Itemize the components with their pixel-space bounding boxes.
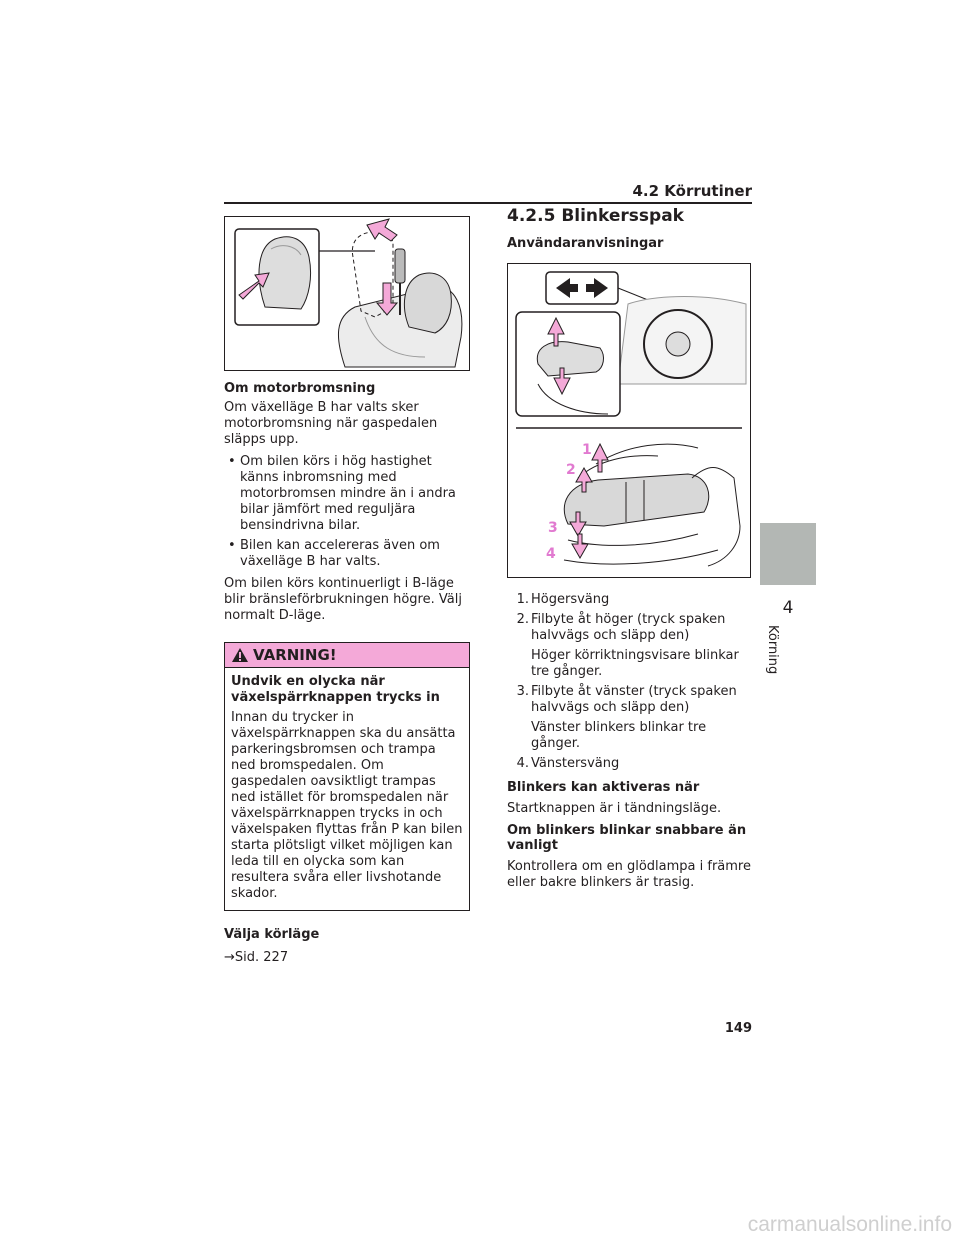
instruction-list	[507, 592, 751, 772]
usage-heading: Användaranvisningar	[507, 236, 664, 251]
warning-text: Innan du trycker in växelspärrknappen ska du ansätta parkeringsbromsen och trampa ned bromspedalen. Om gaspedalen oavsiktligt trampas ned istället för bromspedalen när växelspärrknappen trycks in och växelspaken flyttas från P kan bilen starta plötsligt vilket möjligen kan leda till en olycka som kan resultera svåra eller livshotande skador.	[231, 710, 463, 901]
left-column	[224, 216, 470, 966]
engine-brake-heading: Om motorbromsning	[224, 381, 376, 396]
engine-brake-text: Om växelläge B har valts sker motorbromsning när gaspedalen släpps upp.	[224, 400, 438, 447]
activate-text: Startknappen är i tändningsläge.	[507, 801, 722, 816]
right-column	[507, 206, 751, 891]
header-rule	[224, 202, 752, 204]
item-number: 2.	[516, 612, 529, 627]
item-text: Vänstersväng	[531, 756, 620, 771]
label-1: 1	[582, 442, 592, 458]
engine-brake-bullets	[224, 454, 470, 570]
item-number: 4.	[516, 756, 529, 771]
fast-blink-heading: Om blinkers blinkar snabbare än vanligt	[507, 823, 747, 853]
fast-blink-text: Kontrollera om en glödlampa i främre eller bakre blinkers är trasig.	[507, 859, 751, 890]
item-extra: Vänster blinkers blinkar tre gånger.	[531, 720, 707, 751]
label-3: 3	[548, 520, 558, 536]
chapter-tab	[760, 523, 816, 585]
warning-header	[225, 643, 469, 668]
select-mode-heading: Välja körläge	[224, 927, 320, 942]
page-number: 149	[724, 1021, 752, 1036]
list-item	[507, 592, 751, 608]
label-4: 4	[546, 546, 556, 562]
section-title: 4.2.5 Blinkersspak	[507, 206, 684, 226]
continuous-text: Om bilen körs kontinuerligt i B-läge blir bränsleförbrukningen högre. Välj normalt D-läge.	[224, 576, 462, 623]
item-number: 3.	[516, 684, 529, 699]
section-header: 4.2 Körrutiner	[632, 182, 752, 200]
warning-subtitle: Undvik en olycka när växelspärrknappen trycks in	[231, 674, 440, 705]
item-number: 1.	[516, 592, 529, 607]
list-item: • Bilen kan accelereras även om växelläge B har valts.	[224, 538, 470, 570]
list-item	[507, 612, 751, 680]
item-text: Filbyte åt höger (tryck spaken halvvägs och släpp den)	[531, 612, 726, 643]
warning-title: VARNING!	[253, 646, 337, 664]
watermark: carmanualsonline.info	[747, 1213, 952, 1236]
warning-triangle-icon	[231, 647, 249, 663]
gear-shift-illustration	[224, 216, 470, 371]
page-reference-link[interactable]: →Sid. 227	[224, 950, 289, 965]
warning-body	[225, 668, 469, 910]
label-2: 2	[566, 462, 576, 478]
list-item: • Om bilen körs i hög hastighet känns inbromsning med motorbromsen mindre än i andra bilar jämfört med reguljära bensindrivna bilar.	[224, 454, 470, 534]
chapter-number: 4	[782, 598, 794, 618]
chapter-label-wrap	[765, 625, 797, 725]
list-item	[507, 756, 751, 772]
list-item	[507, 684, 751, 752]
warning-box	[224, 642, 470, 911]
item-text: Filbyte åt vänster (tryck spaken halvvägs och släpp den)	[531, 684, 737, 715]
turn-signal-illustration	[507, 263, 751, 578]
activate-heading: Blinkers kan aktiveras när	[507, 780, 700, 795]
item-extra: Höger körriktningsvisare blinkar tre gånger.	[531, 648, 739, 679]
item-text: Högersväng	[531, 592, 610, 607]
chapter-label: Körning	[765, 625, 780, 675]
